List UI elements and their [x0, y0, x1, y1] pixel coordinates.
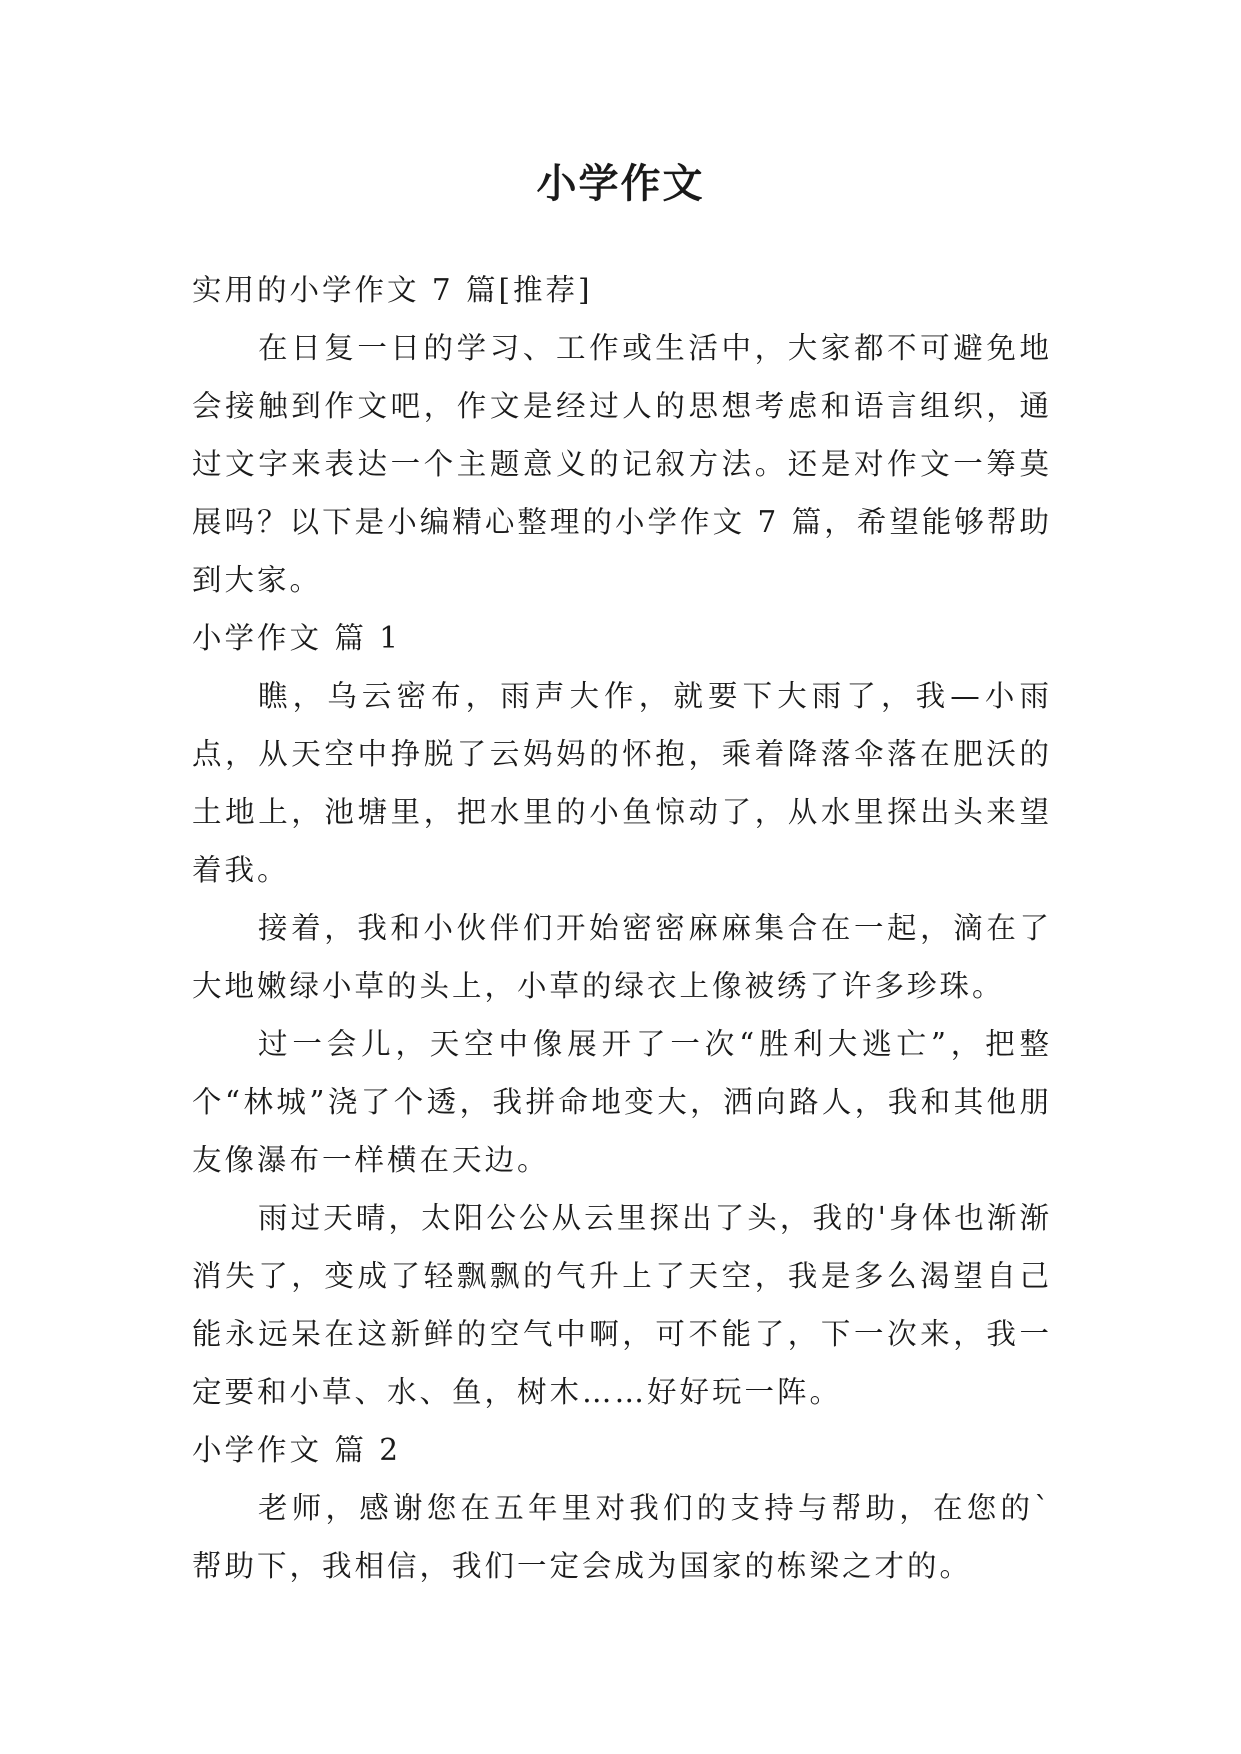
section-paragraph: 瞧，乌云密布，雨声大作，就要下大雨了，我—小雨点，从天空中挣脱了云妈妈的怀抱，乘着降落伞落在肥沃的土地上，池塘里，把水里的小鱼惊动了，从水里探出头来望着我。: [192, 679, 1052, 887]
document-title: 小学作文: [536, 161, 705, 207]
document-subtitle: 实用的小学作文 7 篇[推荐]: [192, 273, 593, 307]
section-paragraph: 接着，我和小伙伴们开始密密麻麻集合在一起，滴在了大地嫩绿小草的头上，小草的绿衣上像被绣了许多珍珠。: [192, 911, 1052, 1003]
intro-paragraph: 在日复一日的学习、工作或生活中，大家都不可避免地会接触到作文吧，作文是经过人的思想考虑和语言组织，通过文字来表达一个主题意义的记叙方法。还是对作文一筹莫展吗？以下是小编精心整理的小学作文 7 篇，希望能够帮助到大家。: [192, 331, 1052, 597]
document-body: [192, 261, 1052, 1595]
section-paragraph: 雨过天晴，太阳公公从云里探出了头，我的'身体也渐渐消失了，变成了轻飘飘的气升上了天空，我是多么渴望自己能永远呆在这新鲜的空气中啊，可不能了，下一次来，我一定要和小草、水、鱼，树木……好好玩一阵。: [192, 1201, 1052, 1409]
section-paragraph: 老师，感谢您在五年里对我们的支持与帮助，在您的`帮助下，我相信，我们一定会成为国家的栋梁之才的。: [192, 1491, 1052, 1583]
section-heading: 小学作文 篇 2: [192, 1433, 402, 1467]
section-paragraph: 过一会儿，天空中像展开了一次“胜利大逃亡”，把整个“林城”浇了个透，我拼命地变大，洒向路人，我和其他朋友像瀑布一样横在天边。: [192, 1027, 1052, 1177]
section-heading: 小学作文 篇 1: [192, 621, 402, 655]
